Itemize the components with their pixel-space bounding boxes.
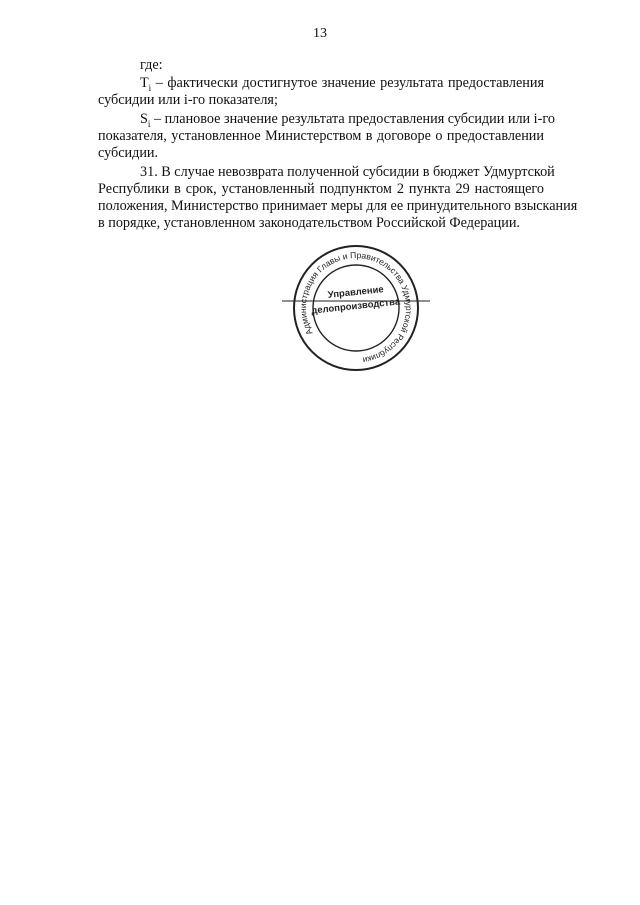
text-line: положения, Министерство принимает меры для ее принудительного взыскания <box>98 198 578 214</box>
ti-symbol: T <box>140 75 149 91</box>
si-subscript: i <box>147 118 151 129</box>
ti-text: – фактически достигнутое значение результата предоставления <box>151 75 544 91</box>
si-text: – плановое значение результата предоставления субсидии или i-го <box>150 111 555 127</box>
stamp-center-line1: Управление <box>327 284 385 301</box>
text-line: субсидии или i-го показателя; <box>98 92 278 108</box>
si-symbol: S <box>140 111 148 127</box>
text-line: показателя, установленное Министерством в договоре о предоставлении <box>98 128 544 144</box>
stamp-ring-text: Администрация Главы и Правительства Удмуртской Республики <box>297 249 415 366</box>
page-number: 13 <box>313 26 327 41</box>
text-line-clause-31: 31. В случае невозврата полученной субсидии в бюджет Удмуртской <box>140 164 555 180</box>
text-line: Республики в срок, установленный подпунктом 2 пункта 29 настоящего <box>98 181 544 197</box>
stamp-center-line2: делопроизводства <box>310 296 401 317</box>
official-stamp <box>280 243 432 373</box>
text-line: в порядке, установленном законодательством Российской Федерации. <box>98 215 520 231</box>
ti-subscript: i <box>148 82 152 93</box>
text-line-where: где: <box>140 57 163 73</box>
text-line: субсидии. <box>98 145 159 161</box>
